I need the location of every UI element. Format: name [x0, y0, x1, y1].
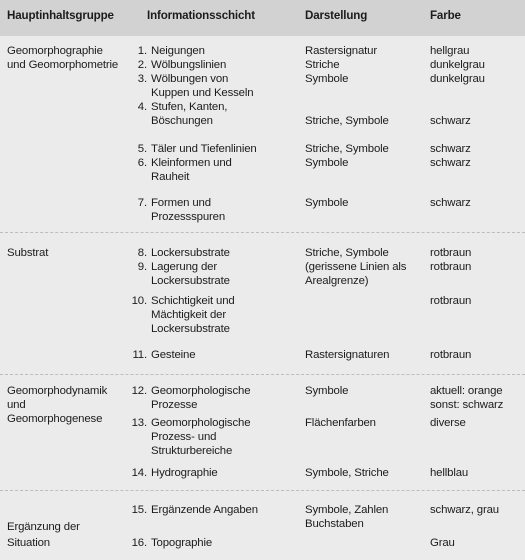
- item-label: Prozesse: [151, 399, 198, 411]
- header-hauptinhaltsgruppe: Hauptinhaltsgruppe: [7, 9, 114, 22]
- group-name-line: und: [7, 399, 26, 411]
- header-darstellung: Darstellung: [305, 9, 368, 22]
- farbe-cell: schwarz: [430, 143, 471, 155]
- darstellung-cell: Striche, Symbole: [305, 115, 389, 127]
- darstellung-cell: Striche, Symbole: [305, 247, 389, 259]
- darstellung-cell: Symbole, Striche: [305, 467, 389, 479]
- group-name-line: Geomorphographie: [7, 45, 103, 57]
- darstellung-cell: Flächenfarben: [305, 417, 376, 429]
- item-number: 3.: [137, 73, 147, 85]
- table-header: [0, 0, 525, 36]
- darstellung-cell: Symbole: [305, 157, 349, 169]
- item-label: Stufen, Kanten,: [151, 101, 228, 113]
- header-farbe: Farbe: [430, 9, 461, 22]
- item-label: Prozess- und: [151, 431, 217, 443]
- item-number: 11.: [132, 349, 147, 361]
- item-number: 1.: [137, 45, 147, 57]
- item-label: Topographie: [151, 537, 213, 549]
- item-label: Prozessspuren: [151, 211, 226, 223]
- farbe-cell: dunkelgrau: [430, 73, 485, 85]
- farbe-cell: diverse: [430, 417, 466, 429]
- item-label: Lockersubstrate: [151, 323, 230, 335]
- darstellung-cell: Striche: [305, 59, 340, 71]
- item-number: 2.: [137, 59, 147, 71]
- item-label: Ergänzende Angaben: [151, 504, 258, 516]
- farbe-cell: sonst: schwarz: [430, 399, 504, 411]
- group-name-line: Situation: [7, 537, 50, 549]
- item-number: 6.: [137, 157, 147, 169]
- group-name-line: Substrat: [7, 247, 49, 259]
- darstellung-cell: Rastersignatur: [305, 45, 377, 57]
- item-label: Täler und Tiefenlinien: [151, 143, 257, 155]
- group-name-line: Geomorphodynamik: [7, 385, 108, 397]
- farbe-cell: rotbraun: [430, 295, 472, 307]
- darstellung-cell: Striche, Symbole: [305, 143, 389, 155]
- item-number: 12.: [131, 385, 147, 397]
- farbe-cell: Grau: [430, 537, 455, 549]
- item-label: Lockersubstrate: [151, 247, 230, 259]
- item-label: Wölbungen von: [151, 73, 229, 85]
- item-number: 4.: [137, 101, 147, 113]
- item-label: Gesteine: [151, 349, 196, 361]
- item-label: Schichtigkeit und: [151, 295, 235, 307]
- item-label: Formen und: [151, 197, 211, 209]
- item-label: Neigungen: [151, 45, 205, 57]
- farbe-cell: hellblau: [430, 467, 469, 479]
- group-name-line: und Geomorphometrie: [7, 59, 119, 71]
- farbe-cell: rotbraun: [430, 261, 472, 273]
- farbe-cell: hellgrau: [430, 45, 470, 57]
- item-number: 16.: [131, 537, 147, 549]
- item-label: Lockersubstrate: [151, 275, 230, 287]
- group-name-line: Geomorphogenese: [7, 413, 103, 425]
- darstellung-cell: (gerissene Linien als: [305, 261, 407, 273]
- farbe-cell: schwarz: [430, 197, 471, 209]
- item-number: 9.: [137, 261, 147, 273]
- farbe-cell: schwarz, grau: [430, 504, 499, 516]
- farbe-cell: rotbraun: [430, 349, 472, 361]
- group-separator: [0, 490, 525, 491]
- item-label: Kuppen und Kesseln: [151, 87, 254, 99]
- item-number: 14.: [131, 467, 147, 479]
- farbe-cell: rotbraun: [430, 247, 472, 259]
- darstellung-cell: Rastersignaturen: [305, 349, 390, 361]
- darstellung-cell: Symbole: [305, 197, 349, 209]
- item-number: 15.: [131, 504, 147, 516]
- item-label: Hydrographie: [151, 467, 218, 479]
- group-separator: [0, 374, 525, 375]
- group-name-line: Ergänzung der: [7, 521, 80, 533]
- item-number: 10.: [131, 295, 147, 307]
- item-number: 7.: [137, 197, 147, 209]
- farbe-cell: aktuell: orange: [430, 385, 503, 397]
- darstellung-cell: Symbole: [305, 385, 349, 397]
- farbe-cell: schwarz: [430, 157, 471, 169]
- item-label: Lagerung der: [151, 261, 217, 273]
- darstellung-cell: Arealgrenze): [305, 275, 369, 287]
- item-label: Rauheit: [151, 171, 190, 183]
- item-number: 5.: [137, 143, 147, 155]
- item-label: Strukturbereiche: [151, 445, 233, 457]
- darstellung-cell: Symbole: [305, 73, 349, 85]
- darstellung-cell: Buchstaben: [305, 518, 364, 530]
- item-number: 8.: [137, 247, 147, 259]
- darstellung-cell: Symbole, Zahlen: [305, 504, 389, 516]
- item-label: Geomorphologische: [151, 417, 251, 429]
- farbe-cell: schwarz: [430, 115, 471, 127]
- group-separator: [0, 232, 525, 233]
- item-label: Kleinformen und: [151, 157, 232, 169]
- item-number: 13.: [131, 417, 147, 429]
- item-label: Mächtigkeit der: [151, 309, 226, 321]
- header-informationsschicht: Informationsschicht: [147, 9, 255, 22]
- farbe-cell: dunkelgrau: [430, 59, 485, 71]
- item-label: Böschungen: [151, 115, 213, 127]
- item-label: Geomorphologische: [151, 385, 251, 397]
- item-label: Wölbungslinien: [151, 59, 227, 71]
